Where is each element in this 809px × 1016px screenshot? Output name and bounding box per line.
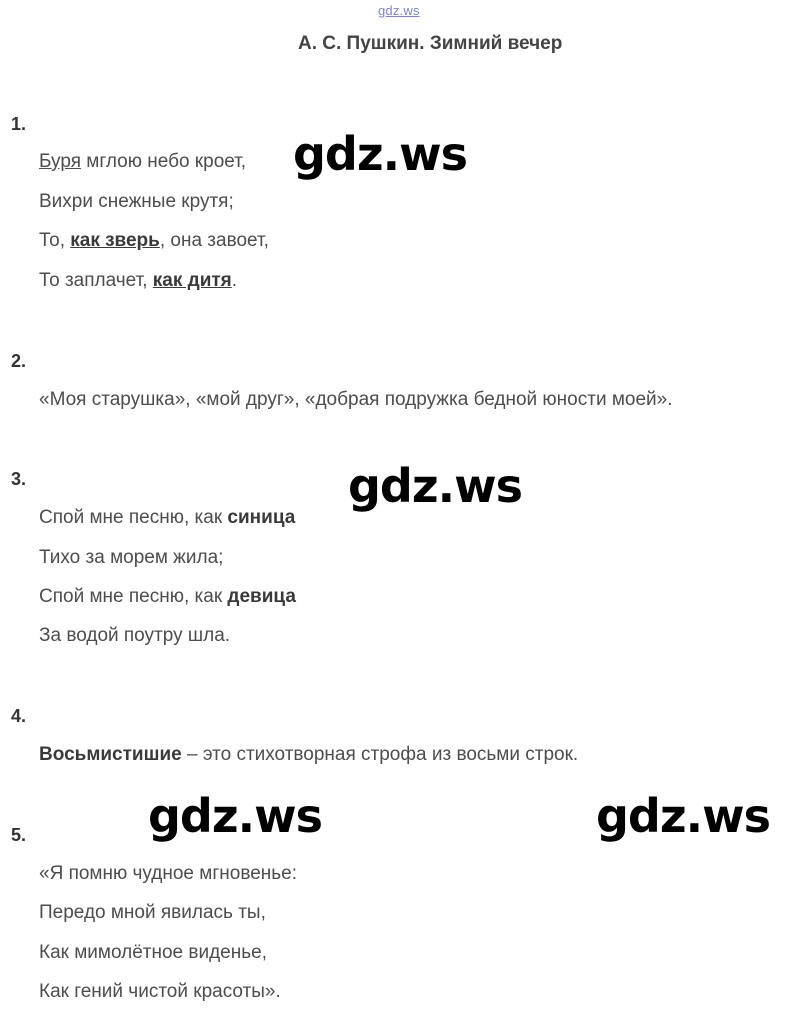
task-5-line-4: Как гений чистой красоты». xyxy=(39,981,281,1002)
watermark: gdz.ws xyxy=(148,789,322,843)
task-3-line-1: Спой мне песню, как синица xyxy=(39,507,296,528)
task-5-line-1: «Я помню чудное мгновенье: xyxy=(39,863,298,884)
bold-word: девица xyxy=(227,586,296,607)
task-1-line-4: То заплачет, как дитя. xyxy=(39,270,238,291)
watermark: gdz.ws xyxy=(293,127,467,181)
comparison-phrase: как дитя xyxy=(152,270,232,291)
task-4-line-1: Восьмистишие – это стихотворная строфа из восьми строк. xyxy=(39,744,579,765)
task-5-line-3: Как мимолётное виденье, xyxy=(39,942,267,963)
comparison-phrase: как зверь xyxy=(70,230,160,251)
task-3-line-2: Тихо за морем жила; xyxy=(39,547,224,568)
task-3-line-3: Спой мне песню, как девица xyxy=(39,586,296,607)
task-1-line-2: Вихри снежные крутя; xyxy=(39,191,234,212)
task-5-line-2: Передо мной явилась ты, xyxy=(39,902,266,923)
task-number-2: 2. xyxy=(11,351,27,371)
task-number-4: 4. xyxy=(11,706,27,726)
watermark: gdz.ws xyxy=(348,459,522,513)
task-number-5: 5. xyxy=(11,825,27,845)
task-3-line-4: За водой поутру шла. xyxy=(39,625,231,646)
bold-term: Восьмистишие xyxy=(39,744,182,765)
watermark: gdz.ws xyxy=(596,789,770,843)
task-1-line-3: То, как зверь, она завоет, xyxy=(39,230,269,251)
task-number-1: 1. xyxy=(11,114,27,134)
task-number-3: 3. xyxy=(11,469,27,489)
header-watermark: gdz.ws xyxy=(378,3,420,18)
task-2-line-1: «Моя старушка», «мой друг», «добрая подружка бедной юности моей». xyxy=(39,389,673,410)
underlined-subject: Буря xyxy=(39,151,81,172)
bold-word: синица xyxy=(227,507,296,528)
page-title: А. С. Пушкин. Зимний вечер xyxy=(298,33,563,54)
task-1-line-1: Буря мглою небо кроет, xyxy=(39,151,247,172)
